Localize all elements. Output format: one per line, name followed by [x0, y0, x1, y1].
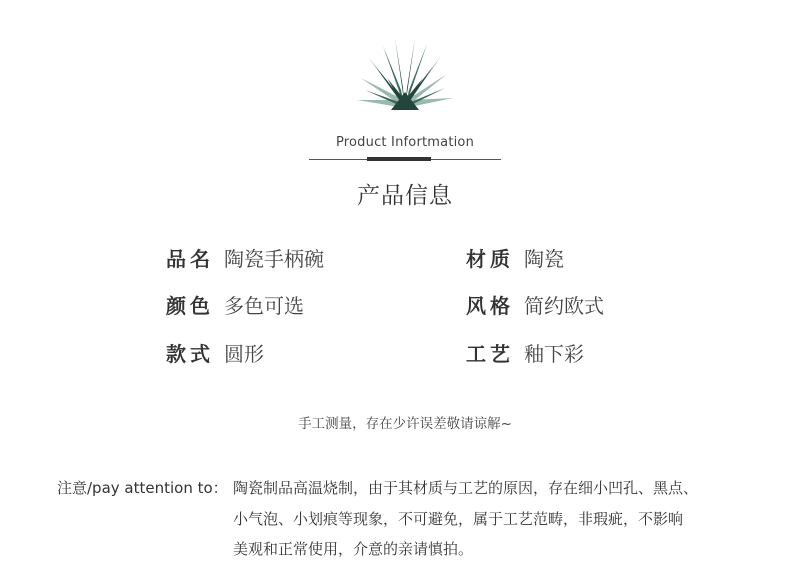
spec-key: 材质: [466, 247, 514, 271]
attention-line: 陶瓷制品高温烧制，由于其材质与工艺的原因，存在细小凹孔、黑点、: [233, 479, 699, 497]
spec-key: 工艺: [466, 342, 514, 366]
spec-key: 颜色: [166, 294, 214, 318]
spec-value: 圆形: [224, 342, 264, 366]
spec-item: [166, 340, 264, 368]
attention-line: 小气泡、小划痕等现象，不可避免，属于工艺范畴，非瑕疵，不影响: [233, 510, 684, 528]
spec-item: [466, 340, 584, 368]
spec-item: [166, 245, 324, 273]
spec-value: 陶瓷: [524, 247, 564, 271]
spec-value: 多色可选: [224, 294, 304, 318]
spec-value: 简约欧式: [524, 294, 604, 318]
measure-note: 手工测量，存在少许误差敬请谅解~: [298, 416, 512, 432]
attention-label: 注意/pay attention to：: [57, 479, 228, 497]
divider-accent: [367, 157, 431, 161]
section-subtitle: Product Infortmation: [335, 135, 475, 150]
spec-value: 釉下彩: [524, 342, 584, 366]
spec-value: 陶瓷手柄碗: [224, 247, 324, 271]
agave-plant-icon: [355, 36, 455, 120]
spec-key: 风格: [466, 294, 514, 318]
spec-item: [466, 245, 564, 273]
attention-line: 美观和正常使用，介意的亲请慎拍。: [233, 540, 474, 558]
spec-key: 品名: [166, 247, 214, 271]
spec-item: [166, 292, 304, 320]
spec-key: 款式: [166, 342, 214, 366]
section-title: 产品信息: [357, 183, 453, 209]
spec-item: [466, 292, 604, 320]
